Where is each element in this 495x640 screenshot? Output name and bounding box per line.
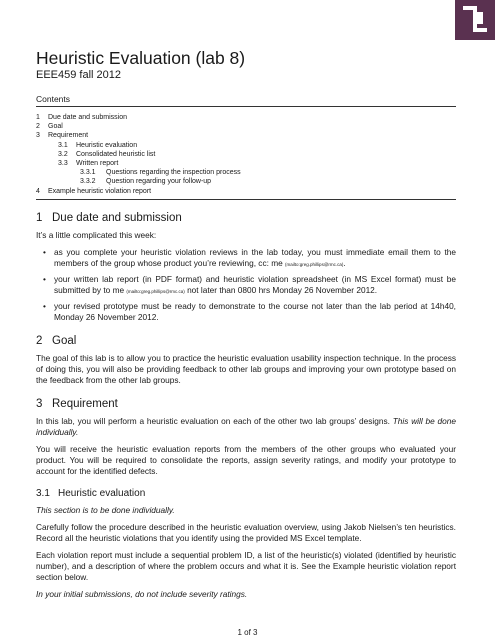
toc-item[interactable]: 3.3.2 Question regarding your follow-up bbox=[80, 178, 212, 186]
section-heading: 2 Goal bbox=[36, 334, 77, 347]
paragraph: It’s a little complicated this week: bbox=[36, 229, 157, 240]
section-heading: 3 Requirement bbox=[36, 397, 118, 410]
list-item: • your revised prototype must be ready to demonstrate to the course not later than the lab period at 14h40, Monday 26 November 2012. bbox=[36, 301, 456, 323]
document-page bbox=[36, 48, 456, 600]
document-title: Heuristic Evaluation (lab 8) bbox=[36, 48, 246, 68]
email-link[interactable]: (mailto:greg.phillips@rmc.ca) bbox=[285, 261, 344, 267]
document-subtitle: EEE459 fall 2012 bbox=[36, 69, 122, 81]
list-item: • your written lab report (in PDF format) and heuristic violation spreadsheet (in MS Excel format) must be submitted by to me (mailto:greg.phillips@rmc.ca) not later than 0800 hrs Monday 26 November 2012. bbox=[36, 274, 456, 297]
toc-item[interactable]: 2 Goal bbox=[36, 123, 63, 131]
page-number: 1 of 3 bbox=[237, 628, 258, 637]
paragraph: Carefully follow the procedure described in the heuristic evaluation overview, using Jakob Nielsen’s ten heuristics. Record all the heuristic violations that you identify using the provided MS Excel template. bbox=[36, 521, 456, 543]
toc-item[interactable]: 3 Requirement bbox=[36, 132, 89, 140]
list-item: • as you complete your heuristic violation reviews in the lab today, you must immediate email them to the members of the group whose product you’re reviewing, cc: me (mailto:greg.phillips@rmc.ca). bbox=[36, 247, 456, 270]
toc-item[interactable]: 3.2 Consolidated heuristic list bbox=[58, 150, 156, 158]
paragraph: In your initial submissions, do not include severity ratings. bbox=[36, 588, 248, 599]
toc-item[interactable]: 3.1 Heuristic evaluation bbox=[58, 141, 138, 149]
lab-logo-icon bbox=[455, 0, 495, 40]
toc-item[interactable]: 3.3.1 Questions regarding the inspection process bbox=[80, 169, 241, 177]
toc-item[interactable]: 3.3 Written report bbox=[58, 160, 119, 168]
email-link[interactable]: (mailto:greg.phillips@rmc.ca) bbox=[126, 288, 185, 294]
toc-item[interactable]: 4 Example heuristic violation report bbox=[36, 187, 152, 195]
table-of-contents bbox=[36, 113, 456, 196]
section-heading: 1 Due date and submission bbox=[36, 211, 182, 224]
toc-divider bbox=[36, 199, 456, 200]
paragraph: You will receive the heuristic evaluation reports from the members of the other groups who evaluated your product. You will be required to consolidate the reports, assign severity ratings, and modify your prototype to account for the identified defects. bbox=[36, 443, 456, 476]
subsection-heading: 3.1 Heuristic evaluation bbox=[36, 487, 146, 499]
toc-item[interactable]: 1 Due date and submission bbox=[36, 114, 127, 121]
paragraph: In this lab, you will perform a heuristic evaluation on each of the other two lab groups’ designs. This will be done individually. bbox=[36, 415, 456, 437]
paragraph: The goal of this lab is to allow you to practice the heuristic evaluation usability inspection technique. In the process of doing this, you will also be providing feedback to other lab groups and improving your own prototype based on the feedback from the other lab groups. bbox=[36, 352, 456, 385]
lab-logo bbox=[455, 0, 495, 40]
paragraph: Each violation report must include a sequential problem ID, a list of the heuristic(s) violated (identified by heuristic number), and a description of where the problem occurs and what it is. See the Example heuristic violation report section below. bbox=[36, 549, 456, 582]
bullet-list bbox=[36, 247, 456, 323]
paragraph: This section is to be done individually. bbox=[36, 504, 175, 515]
contents-heading: Contents bbox=[36, 94, 456, 107]
